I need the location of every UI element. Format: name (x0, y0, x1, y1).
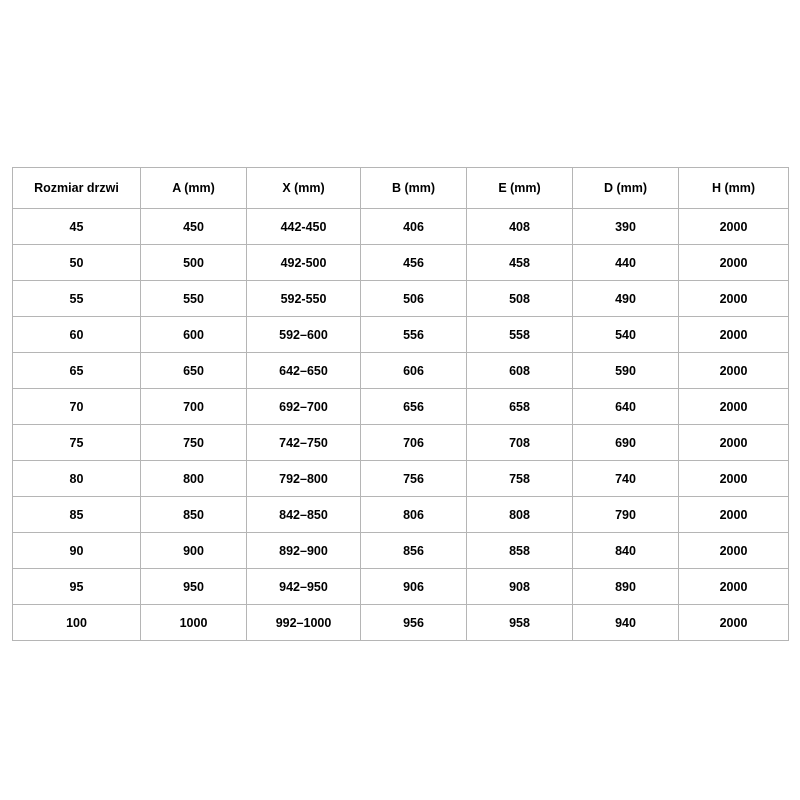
cell-size: 50 (13, 245, 141, 281)
column-header-a: A (mm) (141, 168, 247, 209)
cell-d: 890 (573, 569, 679, 605)
cell-size: 65 (13, 353, 141, 389)
cell-a: 700 (141, 389, 247, 425)
cell-b: 906 (361, 569, 467, 605)
cell-h: 2000 (679, 533, 789, 569)
cell-d: 740 (573, 461, 679, 497)
cell-x: 742–750 (247, 425, 361, 461)
cell-x: 692–700 (247, 389, 361, 425)
cell-e: 658 (467, 389, 573, 425)
cell-h: 2000 (679, 245, 789, 281)
cell-a: 600 (141, 317, 247, 353)
cell-a: 800 (141, 461, 247, 497)
cell-a: 950 (141, 569, 247, 605)
cell-e: 708 (467, 425, 573, 461)
cell-e: 908 (467, 569, 573, 605)
cell-size: 70 (13, 389, 141, 425)
cell-h: 2000 (679, 209, 789, 245)
cell-d: 390 (573, 209, 679, 245)
cell-x: 792–800 (247, 461, 361, 497)
column-header-d: D (mm) (573, 168, 679, 209)
cell-b: 406 (361, 209, 467, 245)
cell-x: 592–600 (247, 317, 361, 353)
cell-e: 858 (467, 533, 573, 569)
cell-b: 856 (361, 533, 467, 569)
table-body (13, 209, 789, 641)
column-header-b: B (mm) (361, 168, 467, 209)
cell-x: 592-550 (247, 281, 361, 317)
table-row (13, 209, 789, 245)
cell-d: 640 (573, 389, 679, 425)
cell-h: 2000 (679, 425, 789, 461)
cell-d: 940 (573, 605, 679, 641)
cell-e: 558 (467, 317, 573, 353)
table-row (13, 569, 789, 605)
cell-x: 492-500 (247, 245, 361, 281)
table-row (13, 533, 789, 569)
cell-x: 842–850 (247, 497, 361, 533)
cell-x: 892–900 (247, 533, 361, 569)
cell-h: 2000 (679, 461, 789, 497)
cell-a: 650 (141, 353, 247, 389)
cell-size: 45 (13, 209, 141, 245)
cell-b: 556 (361, 317, 467, 353)
cell-b: 456 (361, 245, 467, 281)
cell-h: 2000 (679, 605, 789, 641)
table-row (13, 425, 789, 461)
cell-d: 690 (573, 425, 679, 461)
cell-d: 590 (573, 353, 679, 389)
cell-e: 458 (467, 245, 573, 281)
cell-e: 408 (467, 209, 573, 245)
table-row (13, 497, 789, 533)
cell-size: 80 (13, 461, 141, 497)
column-header-h: H (mm) (679, 168, 789, 209)
cell-e: 758 (467, 461, 573, 497)
cell-x: 992–1000 (247, 605, 361, 641)
cell-d: 490 (573, 281, 679, 317)
table-header (13, 168, 789, 209)
cell-b: 806 (361, 497, 467, 533)
cell-d: 790 (573, 497, 679, 533)
cell-h: 2000 (679, 353, 789, 389)
table-row (13, 389, 789, 425)
cell-e: 508 (467, 281, 573, 317)
cell-e: 958 (467, 605, 573, 641)
column-header-x: X (mm) (247, 168, 361, 209)
table-header-row (13, 168, 789, 209)
cell-size: 90 (13, 533, 141, 569)
cell-d: 840 (573, 533, 679, 569)
cell-b: 756 (361, 461, 467, 497)
cell-a: 450 (141, 209, 247, 245)
cell-b: 956 (361, 605, 467, 641)
cell-size: 95 (13, 569, 141, 605)
cell-b: 506 (361, 281, 467, 317)
cell-a: 550 (141, 281, 247, 317)
cell-a: 900 (141, 533, 247, 569)
cell-h: 2000 (679, 497, 789, 533)
column-header-rozmiar-drzwi: Rozmiar drzwi (13, 168, 141, 209)
cell-x: 642–650 (247, 353, 361, 389)
cell-h: 2000 (679, 389, 789, 425)
cell-size: 100 (13, 605, 141, 641)
cell-b: 606 (361, 353, 467, 389)
cell-e: 608 (467, 353, 573, 389)
column-header-e: E (mm) (467, 168, 573, 209)
cell-size: 75 (13, 425, 141, 461)
table-row (13, 461, 789, 497)
cell-a: 850 (141, 497, 247, 533)
cell-d: 540 (573, 317, 679, 353)
cell-h: 2000 (679, 281, 789, 317)
size-table-container (12, 167, 788, 641)
cell-b: 656 (361, 389, 467, 425)
cell-a: 1000 (141, 605, 247, 641)
cell-h: 2000 (679, 317, 789, 353)
cell-size: 60 (13, 317, 141, 353)
cell-d: 440 (573, 245, 679, 281)
table-row (13, 353, 789, 389)
table-row (13, 245, 789, 281)
table-row (13, 317, 789, 353)
cell-a: 500 (141, 245, 247, 281)
cell-size: 55 (13, 281, 141, 317)
cell-h: 2000 (679, 569, 789, 605)
table-row (13, 605, 789, 641)
cell-x: 942–950 (247, 569, 361, 605)
cell-b: 706 (361, 425, 467, 461)
cell-size: 85 (13, 497, 141, 533)
cell-a: 750 (141, 425, 247, 461)
cell-x: 442-450 (247, 209, 361, 245)
cell-e: 808 (467, 497, 573, 533)
table-row (13, 281, 789, 317)
door-size-table (12, 167, 789, 641)
